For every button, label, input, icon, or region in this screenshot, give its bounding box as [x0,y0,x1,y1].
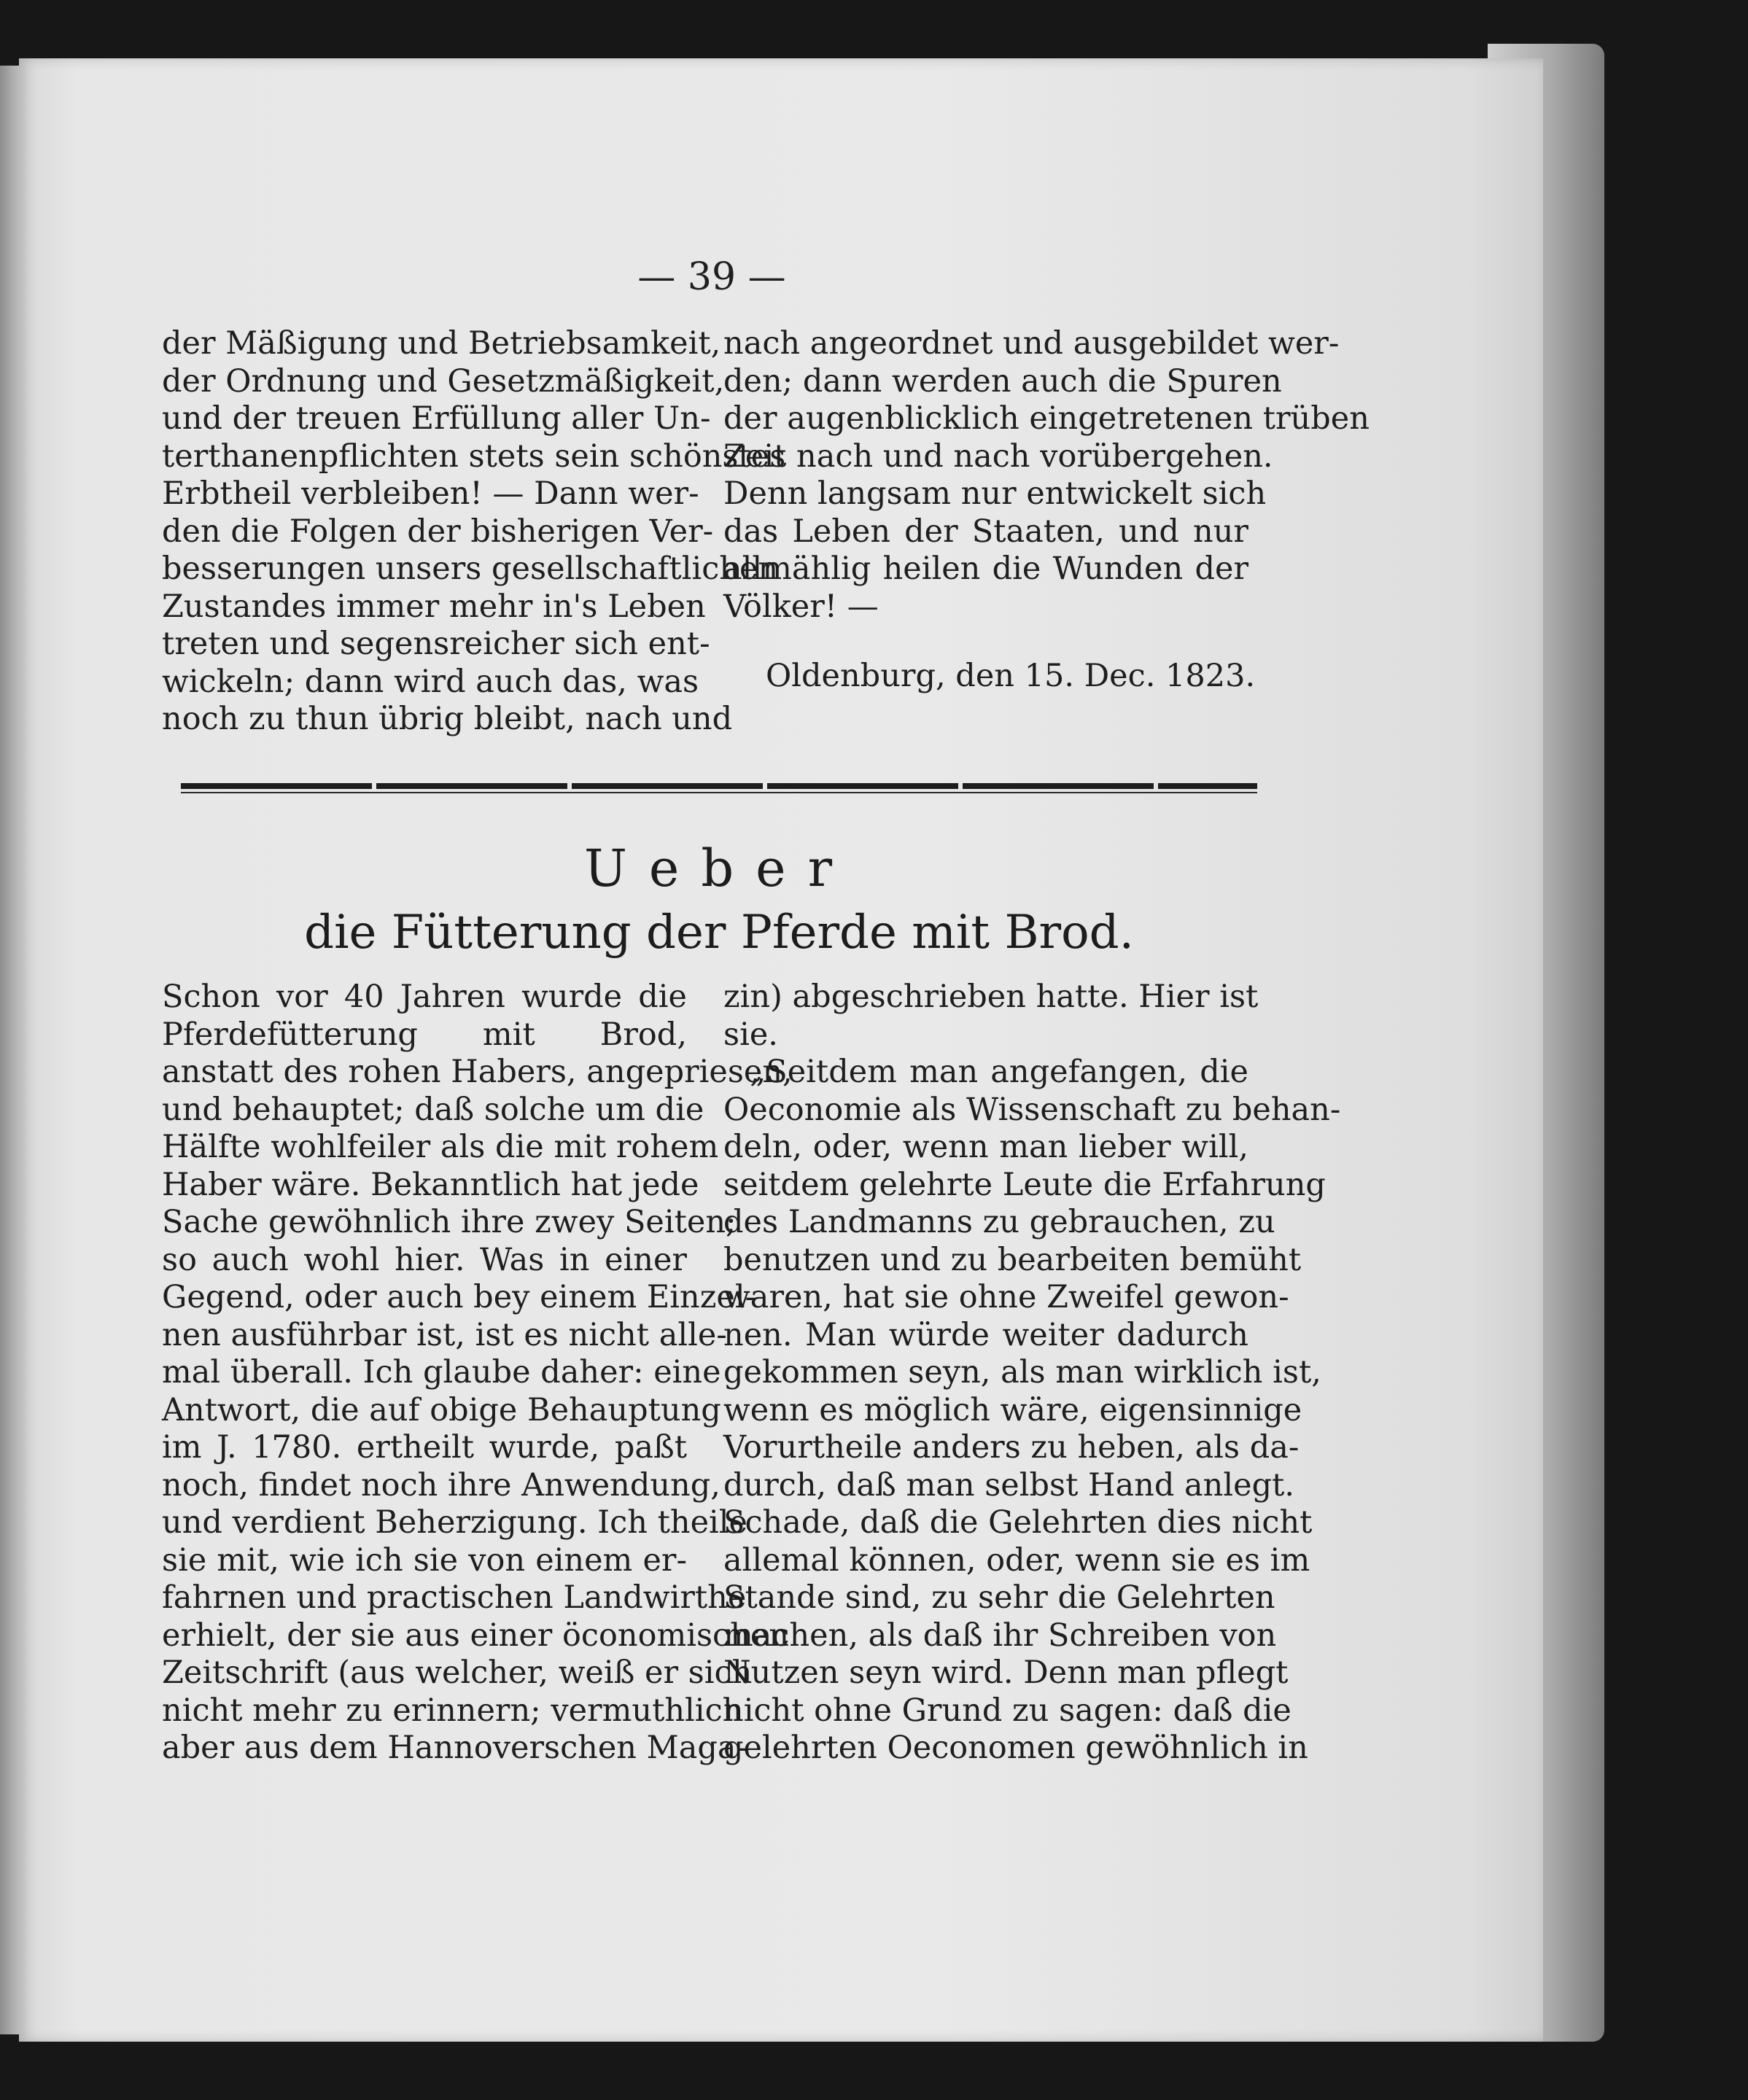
text-line: besserungen unsers gesellschaftlichen [162,551,779,587]
text-line: nach angeordnet und ausgebildet wer- [723,325,1340,362]
section-divider-rule-thin [181,792,1257,793]
text-line: treten und segensreicher sich ent- [162,626,710,662]
text-line: das Leben der Staaten, und nur [723,513,1248,550]
text-line: terthanenpflichten stets sein schönstes [162,438,786,475]
text-line: des Landmanns zu gebrauchen, zu [723,1204,1275,1240]
text-line: Stande sind, zu sehr die Gelehrten [723,1579,1275,1616]
text-line: durch, daß man selbst Hand anlegt. [723,1466,1295,1504]
text-line: gelehrten Oeconomen gewöhnlich in [723,1730,1308,1766]
text-line: zin) abgeschrieben hatte. Hier ist [723,979,1259,1015]
text-line: Erbtheil verbleiben! — Dann wer- [162,475,699,512]
text-line: wenn es möglich wäre, eigensinnige [723,1391,1302,1428]
text-line: „Seitdem man angefangen, die [750,1054,1248,1090]
text-line: Völker! — [723,588,879,625]
text-line: Sache gewöhnlich ihre zwey Seiten; [162,1204,737,1240]
text-line: anstatt des rohen Habers, angepriesen, [162,1054,793,1090]
text-line: der augenblicklich eingetretenen trüben [723,400,1370,437]
text-line: mal überall. Ich glaube daher: eine [162,1354,721,1391]
facing-page-edge [0,66,19,2034]
text-line: im J. 1780. ertheilt wurde, paßt [162,1429,687,1466]
text-line: Schade, daß die Gelehrten dies nicht [723,1504,1313,1541]
text-line: sie mit, wie ich sie von einem er- [162,1541,687,1579]
article-heading-line1: Ueber [583,839,855,898]
text-line: Nutzen seyn wird. Denn man pflegt [723,1654,1289,1691]
text-line: fahrnen und practischen Landwirthe [162,1579,747,1616]
text-line: aber aus dem Hannoverschen Maga- [162,1730,747,1766]
text-line: der Mäßigung und Betriebsamkeit, [162,325,721,362]
left-column-bottom [162,979,793,1768]
text-line: Oeconomie als Wissenschaft zu behan- [723,1091,1341,1128]
text-line: nicht ohne Grund zu sagen: daß die [723,1692,1291,1729]
book-page [19,58,1543,2042]
text-line: allemal können, oder, wenn sie es im [723,1541,1310,1579]
section-divider-rule [181,783,1257,789]
text-line: benutzen und zu bearbeiten bemüht [723,1241,1302,1278]
page-number: — 39 — [637,255,786,299]
text-line: Zeitschrift (aus welcher, weiß er sich [162,1654,753,1691]
right-column-bottom [723,979,1341,1768]
text-line: seitdem gelehrte Leute die Erfahrung [723,1166,1326,1203]
text-line: wickeln; dann wird auch das, was [162,663,699,700]
left-column-top [162,325,786,739]
right-column-top-lines [723,325,1370,626]
text-line: der Ordnung und Gesetzmäßigkeit, [162,362,725,400]
text-line: gekommen seyn, als man wirklich ist, [723,1354,1321,1391]
text-line: noch, findet noch ihre Anwendung, [162,1466,720,1504]
text-line: den die Folgen der bisherigen Ver- [162,513,714,550]
text-line: nicht mehr zu erinnern; vermuthlich [162,1692,743,1729]
text-line: waren, hat sie ohne Zweifel gewon- [723,1279,1289,1315]
place-date-signature: Oldenburg, den 15. Dec. 1823. [766,658,1256,694]
text-line: machen, als daß ihr Schreiben von [723,1617,1277,1654]
text-line: Vorurtheile anders zu heben, als da- [723,1429,1300,1466]
text-line: Haber wäre. Bekanntlich hat jede [162,1166,699,1203]
text-line: Gegend, oder auch bey einem Einzel- [162,1279,756,1315]
text-line: nen. Man würde weiter dadurch [723,1316,1248,1353]
text-line: den; dann werden auch die Spuren [723,362,1282,400]
text-line: Zustandes immer mehr in's Leben [162,588,706,625]
text-line: Zeit nach und nach vorübergehen. [723,438,1273,475]
text-line: sie. [723,1016,778,1053]
text-line: Pferdefütterung mit Brod, [162,1016,687,1053]
text-line: und der treuen Erfüllung aller Un- [162,400,711,437]
text-line: so auch wohl hier. Was in einer [162,1241,687,1278]
text-line: noch zu thun übrig bleibt, nach und [162,701,733,737]
text-line: erhielt, der sie aus einer öconomischen [162,1617,789,1654]
text-line: Denn langsam nur entwickelt sich [723,475,1267,512]
text-line: und behauptet; daß solche um die [162,1091,704,1128]
text-line: nen ausführbar ist, ist es nicht alle- [162,1316,727,1353]
article-heading-line2: die Fütterung der Pferde mit Brod. [304,906,1134,960]
right-column-top [723,325,1370,696]
text-line: und verdient Beherzigung. Ich theile [162,1504,747,1541]
text-line: deln, oder, wenn man lieber will, [723,1129,1248,1165]
text-line: Schon vor 40 Jahren wurde die [162,979,687,1015]
text-line: Hälfte wohlfeiler als die mit rohem [162,1129,719,1165]
text-line: allmählig heilen die Wunden der [723,551,1248,587]
text-line: Antwort, die auf obige Behauptung [162,1391,721,1428]
